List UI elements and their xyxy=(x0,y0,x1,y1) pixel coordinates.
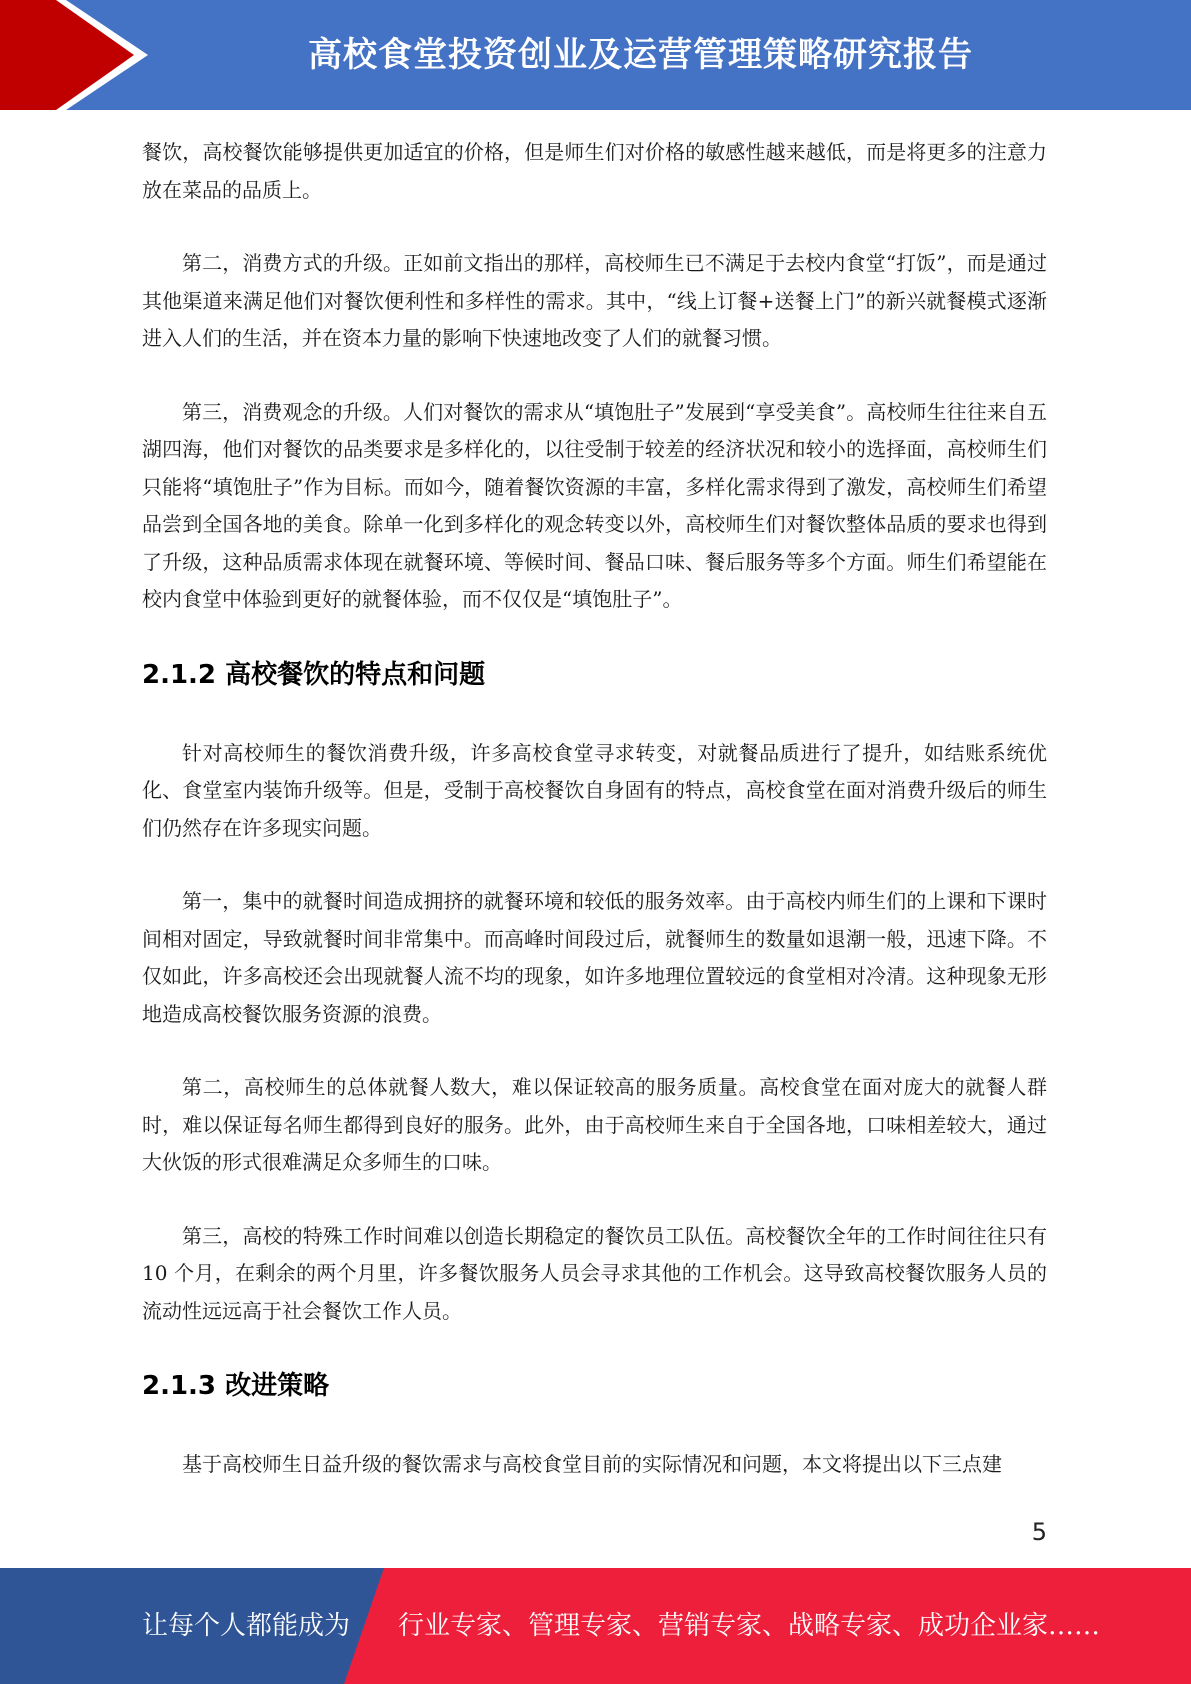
page-header xyxy=(0,0,1191,110)
paragraph-continued: 餐饮，高校餐饮能够提供更加适宜的价格，但是师生们对价格的敏感性越来越低，而是将更多的注意力放在菜品的品质上。 xyxy=(142,140,1047,202)
paragraph: 第二，高校师生的总体就餐人数大，难以保证较高的服务质量。高校食堂在面对庞大的就餐人群时，难以保证每名师生都得到良好的服务。此外，由于高校师生来自于全国各地，口味相差较大，通过大伙饭的形式很难满足众多师生的口味。 xyxy=(142,1075,1047,1174)
paragraph: 针对高校师生的餐饮消费升级，许多高校食堂寻求转变，对就餐品质进行了提升，如结账系统优化、食堂室内装饰升级等。但是，受制于高校餐饮自身固有的特点，高校食堂在面对消费升级后的师生们仍然存在许多现实问题。 xyxy=(142,740,1047,840)
footer-slogan-left: 让每个人都能成为 xyxy=(142,1611,351,1641)
report-title: 高校食堂投资创业及运营管理策略研究报告 xyxy=(308,35,973,75)
header-chevron-decoration xyxy=(0,0,160,110)
paragraph: 第二，消费方式的升级。正如前文指出的那样，高校师生已不满足于去校内食堂“打饭”，而是通过其他渠道来满足他们对餐饮便利性和多样性的需求。其中，“线上订餐+送餐上门”的新兴就餐模式逐渐进入人们的生活，并在资本力量的影响下快速地改变了人们的就餐习惯。 xyxy=(142,251,1047,350)
page-footer xyxy=(0,1568,1191,1684)
paragraph: 第一，集中的就餐时间造成拥挤的就餐环境和较低的服务效率。由于高校内师生们的上课和下课时间相对固定，导致就餐时间非常集中。而高峰时间段过后，就餐师生的数量如退潮一般，迅速下降。不仅如此，许多高校还会出现就餐人流不均的现象，如许多地理位置较远的食堂相对冷清。这种现象无形地造成高校餐饮服务资源的浪费。 xyxy=(142,889,1047,1026)
section-heading-2-1-2: 2.1.2 高校餐饮的特点和问题 xyxy=(142,659,486,690)
page-number: 5 xyxy=(1031,1518,1047,1546)
paragraph: 基于高校师生日益升级的餐饮需求与高校食堂目前的实际情况和问题，本文将提出以下三点建 xyxy=(182,1452,1002,1476)
paragraph: 第三，高校的特殊工作时间难以创造长期稳定的餐饮员工队伍。高校餐饮全年的工作时间往往只有 10 个月，在剩余的两个月里，许多餐饮服务人员会寻求其他的工作机会。这导致高校餐饮服务人员的流动性远远高于社会餐饮工作人员。 xyxy=(142,1223,1047,1323)
document-body xyxy=(142,134,1047,1520)
section-heading-2-1-3: 2.1.3 改进策略 xyxy=(142,1371,330,1401)
footer-slogan-right: 行业专家、管理专家、营销专家、战略专家、成功企业家…… xyxy=(398,1611,1101,1641)
paragraph: 第三，消费观念的升级。人们对餐饮的需求从“填饱肚子”发展到“享受美食”。高校师生往往来自五湖四海，他们对餐饮的品类要求是多样化的，以往受制于较差的经济状况和较小的选择面，高校师生们只能将“填饱肚子”作为目标。而如今，随着餐饮资源的丰富，多样化需求得到了激发，高校师生们希望品尝到全国各地的美食。除单一化到多样化的观念转变以外，高校师生们对餐饮整体品质的要求也得到了升级，这种品质需求体现在就餐环境、等候时间、餐品口味、餐后服务等多个方面。师生们希望能在校内食堂中体验到更好的就餐体验，而不仅仅是“填饱肚子”。 xyxy=(142,399,1047,611)
